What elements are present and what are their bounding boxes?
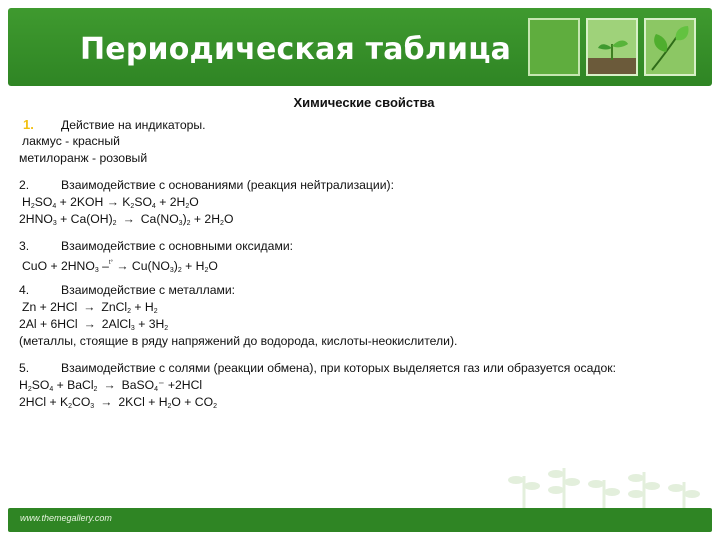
litmus-line: лакмус - красный (22, 134, 120, 148)
item-3-title: 3. Взаимодействие с основными оксидами: (19, 239, 294, 253)
title-bar (8, 8, 712, 86)
green-square-icon (528, 18, 580, 76)
slide-content (19, 94, 709, 411)
footer-bar (8, 508, 712, 532)
item-4-title: 4. Взаимодействие с металлами: (19, 283, 236, 297)
equation: CuO + $2HNO_3$ $-^{t^\circ} \to Cu(NO_3)_2 + H_2O$ (22, 259, 218, 274)
footer-url: www.themegallery.com (20, 513, 112, 523)
metals-note: (металлы, стоящие в ряду напряжений до водорода, кислоты-неокислители). (19, 334, 458, 348)
equation: $H_2SO_4$ + BaCl$_2$ → BaSO$_4$⁻ +2HCl (19, 378, 203, 393)
item-2-title: 2. Взаимодействие с основаниями (реакция нейтрализации): (19, 178, 394, 192)
sprout-icon (586, 18, 638, 76)
equation: 2Al + 6HCl → 2AlCl$_3$ + $3H_2$ (19, 317, 169, 332)
plants-decoration-icon (500, 462, 710, 510)
equation: $2HNO_3 + Ca(OH)_2 \to Ca(NO_3)_2 + 2H_2O$ (19, 212, 234, 227)
header-thumbnails (528, 18, 696, 76)
equation: Zn + 2HCl → ZnCl$_2$ + $H_2$ (22, 300, 158, 315)
equation: $2HCl + K_2CO_3 \to 2KCl + H_2O + CO_2$ (19, 395, 217, 410)
item-1-title: 1. Действие на индикаторы. (19, 116, 709, 133)
equation: $H_2SO_4 + 2KOH \to K_2SO_4 + 2H_2O$ (22, 195, 199, 210)
item-5-title: 5. Взаимодействие с солями (реакции обмена), при которых выделяется газ или образуется осадок: (19, 361, 616, 375)
page-title: Периодическая таблица (80, 32, 512, 67)
section-heading: Химические свойства (293, 95, 435, 110)
methyl-orange-line: метилоранж - розовый (19, 151, 148, 165)
item-1-number: 1. (23, 117, 34, 132)
leaf-icon (644, 18, 696, 76)
